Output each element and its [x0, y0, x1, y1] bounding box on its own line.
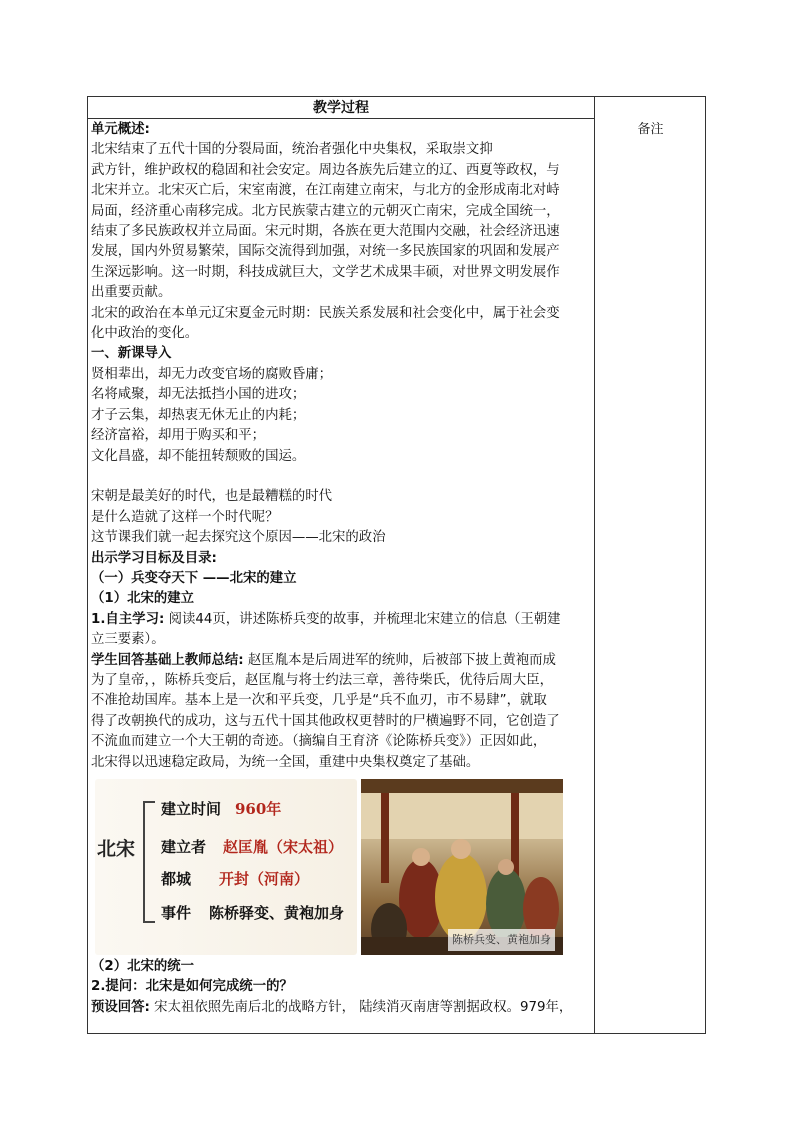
text-line: [91, 977, 591, 997]
subsection-heading: （2）北宋的统一: [91, 958, 195, 974]
text-line: 才子云集，却热衷无休无止的内耗；: [91, 407, 306, 423]
unit-overview-heading: 单元概述:: [91, 122, 150, 137]
dynasty-label: 北宋: [97, 837, 136, 860]
text-line: 发展，国内外贸易繁荣，国际交流得到加强，对统一多民族国家的巩固和发展产: [91, 244, 560, 260]
text-line: 北宋结束了五代十国的分裂局面，统治者强化中央集权，采取崇文抑: [91, 142, 493, 158]
text-line: [91, 610, 591, 630]
northern-song-figure: [95, 777, 563, 955]
text-line: 名将咸聚，却无法抵挡小国的进攻；: [91, 387, 306, 403]
capital-value: 开封（河南）: [219, 869, 310, 888]
task-text: 阅读44页，讲述陈桥兵变的故事，并梳理北宋建立的信息（王朝建: [164, 611, 561, 627]
summary-label: 学生回答基础上教师总结:: [91, 652, 244, 668]
text-line: 不准抢劫国库。基本上是一次和平兵变，几乎是“兵不血刃，市不易肆”，就取: [91, 693, 547, 709]
painting-roof: [361, 779, 563, 793]
painting-pillar: [381, 793, 389, 883]
question-text: 2.提问：北宋是如何完成统一的？: [91, 979, 293, 995]
painting-figure-head: [498, 859, 514, 875]
info-card: [95, 779, 357, 955]
chenqiao-painting: [361, 779, 563, 955]
text-line: 不流血而建立一个大王朝的奇迹。（摘编自王育济《论陈桥兵变》）正因如此，: [91, 734, 547, 750]
event-value: 陈桥驿变、黄袍加身: [209, 903, 345, 922]
painting-emperor-head: [451, 839, 471, 859]
text-line: [91, 651, 591, 671]
text-line: 北宋的政治在本单元辽宋夏金元时期：民族关系发展和社会变化中，属于社会变: [91, 305, 560, 321]
objectives-heading: 出示学习目标及目录:: [91, 550, 217, 566]
painting-caption: 陈桥兵变、黄袍加身: [448, 929, 555, 951]
text-line: 立三要素）。: [91, 632, 165, 648]
text-line: [91, 998, 591, 1018]
time-value: 960年: [235, 799, 282, 818]
text-line: 局面，经济重心南移完成。北方民族蒙古建立的元朝灭亡南宋，完成全国统一，: [91, 203, 560, 219]
header-title: 教学过程: [313, 100, 369, 116]
remark-header: 备注: [637, 122, 664, 137]
painting-figure-head: [412, 848, 430, 866]
founder-value: 赵匡胤（宋太祖）: [223, 837, 344, 856]
header-divider: [88, 118, 594, 119]
text-line: 是什么造就了这样一个时代呢？: [91, 509, 279, 525]
section-heading: 一、新课导入: [91, 346, 172, 362]
summary-text: 赵匡胤本是后周进军的统帅，后被部下披上黄袍而成: [243, 652, 556, 668]
event-label: 事件: [161, 903, 192, 922]
answer-label: 预设回答:: [91, 999, 150, 1015]
text-line: 化中政治的变化。: [91, 326, 199, 342]
column-divider: [594, 97, 595, 1033]
bracket-line: [143, 801, 155, 923]
text-line: 得了改朝换代的成功，这与五代十国其他政权更替时的尸横遍野不同，它创造了: [91, 713, 560, 729]
text-line: 武方针，维护政权的稳固和社会安定。周边各族先后建立的辽、西夏等政权，与: [91, 162, 560, 178]
blank-line: [91, 467, 591, 487]
text-line: 生深远影响。这一时期，科技成就巨大，文学艺术成果丰硕，对世界文明发展作: [91, 264, 560, 280]
task-label: 1.自主学习:: [91, 611, 165, 627]
capital-label: 都城: [161, 869, 192, 888]
text-line: 文化昌盛，却不能扭转颓败的国运。: [91, 448, 306, 464]
text-line: 出重要贡献。: [91, 285, 172, 301]
text-line: 为了皇帝，，陈桥兵变后，赵匡胤与将士约法三章，善待柴氏，优待后周大臣，: [91, 672, 553, 688]
lesson-content: [91, 120, 591, 1018]
answer-text: 宋太祖依照先南后北的战略方针， 陆续消灭南唐等割据政权。979年，: [149, 999, 573, 1015]
founder-label: 建立者: [161, 837, 207, 856]
text-line: 经济富裕，却用于购买和平；: [91, 428, 266, 444]
text-line: 贤相辈出，却无力改变官场的腐败昏庸；: [91, 366, 333, 382]
time-label: 建立时间: [161, 799, 222, 818]
text-line: 北宋并立。北宋灭亡后，宋室南渡，在江南建立南宋，与北方的金形成南北对峙: [91, 183, 560, 199]
text-line: 结束了多民族政权并立局面。宋元时期，各族在更大范围内交融，社会经济迅速: [91, 224, 560, 240]
text-line: 这节课我们就一起去探究这个原因——北宋的政治: [91, 530, 386, 546]
lesson-table: [87, 96, 706, 1034]
text-line: 北宋得以迅速稳定政局，为统一全国，重建中央集权奠定了基础。: [91, 754, 480, 770]
subsection-heading: （一）兵变夺天下 ——北宋的建立: [91, 570, 297, 586]
text-line: 宋朝是最美好的时代，也是最糟糕的时代: [91, 489, 333, 505]
subsection-heading: （1）北宋的建立: [91, 591, 195, 607]
